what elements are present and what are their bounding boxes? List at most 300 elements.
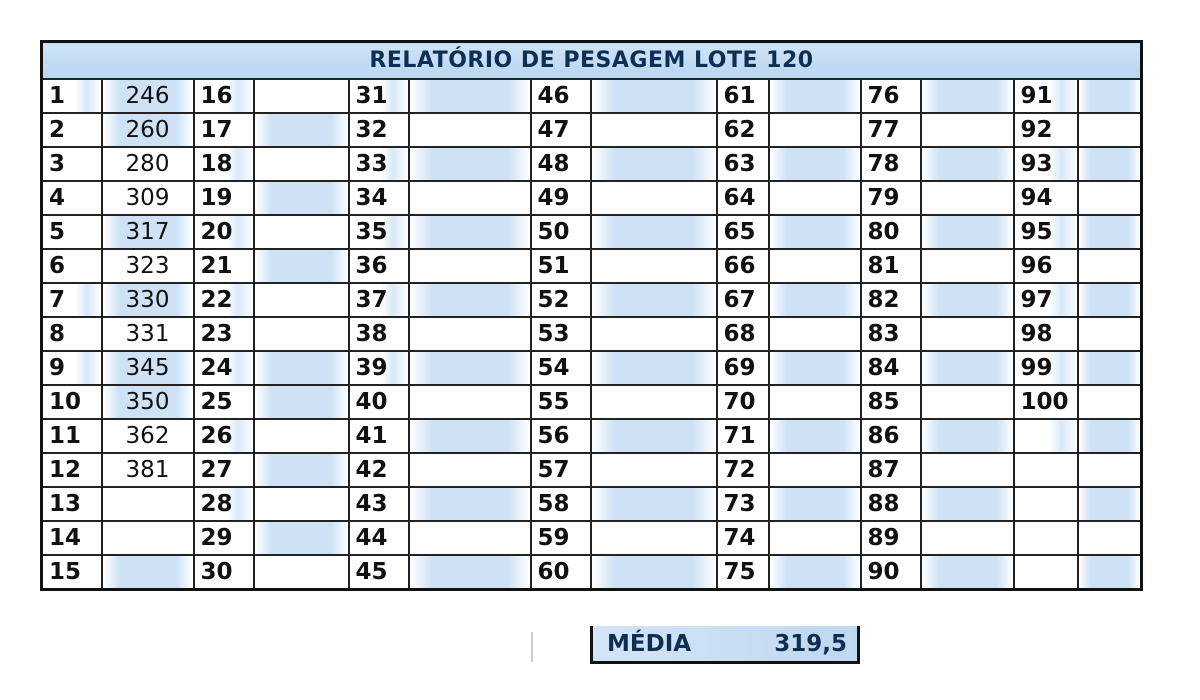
weight-cell: [921, 79, 1014, 113]
lot-number: 2: [49, 117, 66, 143]
weight-cell: [102, 419, 194, 453]
lot-number-cell: [531, 215, 591, 249]
lot-number: 56: [537, 423, 570, 449]
weight-cell: [1078, 215, 1142, 249]
weight-cell: [591, 487, 717, 521]
weight-cell: [102, 487, 194, 521]
lot-number-cell: [42, 215, 102, 249]
weight-cell: [254, 521, 349, 555]
weight-cell: [1078, 79, 1142, 113]
lot-number-cell: [861, 487, 921, 521]
weight-cell: [921, 351, 1014, 385]
weight-cell: [769, 317, 861, 351]
weight-cell: [409, 555, 531, 590]
lot-number-cell: [717, 385, 769, 419]
weight-value: 381: [125, 457, 170, 483]
table-row: [42, 453, 1142, 487]
lot-number: 51: [537, 253, 570, 279]
lot-number-cell: [349, 351, 409, 385]
weight-cell: [769, 419, 861, 453]
lot-number: 88: [867, 491, 900, 517]
weight-cell: [1078, 351, 1142, 385]
lot-number-cell: [861, 181, 921, 215]
lot-number-cell: [717, 555, 769, 590]
lot-number-cell: [1014, 385, 1078, 419]
weight-cell: [102, 283, 194, 317]
lot-number: 8: [49, 321, 66, 347]
lot-number-cell: [717, 487, 769, 521]
weight-value: 330: [125, 287, 170, 313]
weight-cell: [102, 453, 194, 487]
weight-cell: [921, 317, 1014, 351]
weight-cell: [769, 181, 861, 215]
lot-number-cell: [861, 79, 921, 113]
weight-cell: [254, 453, 349, 487]
weight-cell: [409, 453, 531, 487]
lot-number-cell: [531, 147, 591, 181]
lot-number: 18: [200, 151, 233, 177]
weight-cell: [254, 487, 349, 521]
lot-number-cell: [531, 521, 591, 555]
lot-number: 14: [49, 525, 82, 551]
lot-number-cell: [194, 555, 254, 590]
lot-number: 7: [49, 287, 66, 313]
lot-number: 31: [355, 83, 388, 109]
lot-number-cell: [717, 283, 769, 317]
lot-number: 15: [49, 559, 82, 585]
lot-number-cell: [1014, 113, 1078, 147]
lot-number-cell: [717, 249, 769, 283]
lot-number-cell: [349, 487, 409, 521]
lot-number-cell: [531, 113, 591, 147]
lot-number-cell: [349, 317, 409, 351]
weight-cell: [102, 147, 194, 181]
lot-number: 82: [867, 287, 900, 313]
lot-number: 63: [723, 151, 756, 177]
lot-number-cell: [349, 521, 409, 555]
lot-number: 34: [355, 185, 388, 211]
lot-number-cell: [1014, 419, 1078, 453]
weight-value: 280: [125, 151, 170, 177]
lot-number: 95: [1020, 219, 1053, 245]
lot-number-cell: [42, 181, 102, 215]
lot-number: 58: [537, 491, 570, 517]
lot-number-cell: [861, 453, 921, 487]
lot-number-cell: [531, 487, 591, 521]
lot-number: 44: [355, 525, 388, 551]
lot-number: 81: [867, 253, 900, 279]
lot-number-cell: [717, 419, 769, 453]
lot-number: 19: [200, 185, 233, 211]
weight-cell: [769, 249, 861, 283]
lot-number: 9: [49, 355, 66, 381]
lot-number: 89: [867, 525, 900, 551]
lot-number-cell: [194, 249, 254, 283]
weight-cell: [409, 79, 531, 113]
weight-cell: [591, 385, 717, 419]
lot-number: 64: [723, 185, 756, 211]
lot-number-cell: [194, 283, 254, 317]
lot-number: 11: [49, 423, 82, 449]
weight-value: 362: [125, 423, 170, 449]
weight-cell: [769, 283, 861, 317]
lot-number: 97: [1020, 287, 1053, 313]
lot-number-cell: [194, 521, 254, 555]
table-row: [42, 113, 1142, 147]
lot-number: 6: [49, 253, 66, 279]
weight-cell: [254, 351, 349, 385]
weight-cell: [921, 215, 1014, 249]
lot-number: 84: [867, 355, 900, 381]
weight-cell: [1078, 487, 1142, 521]
lot-number: 83: [867, 321, 900, 347]
lot-number: 72: [723, 457, 756, 483]
lot-number: 85: [867, 389, 900, 415]
lot-number: 26: [200, 423, 233, 449]
lot-number-cell: [531, 283, 591, 317]
lot-number: 30: [200, 559, 233, 585]
table-row: [42, 555, 1142, 590]
lot-number-cell: [42, 521, 102, 555]
lot-number: 45: [355, 559, 388, 585]
lot-number-cell: [531, 419, 591, 453]
lot-number-cell: [861, 215, 921, 249]
lot-number: 57: [537, 457, 570, 483]
lot-number-cell: [531, 249, 591, 283]
lot-number-cell: [42, 113, 102, 147]
weight-value: 260: [125, 117, 170, 143]
weight-cell: [769, 215, 861, 249]
lot-number: 59: [537, 525, 570, 551]
lot-number-cell: [1014, 521, 1078, 555]
lot-number: 70: [723, 389, 756, 415]
lot-number: 39: [355, 355, 388, 381]
lot-number-cell: [42, 555, 102, 590]
lot-number: 24: [200, 355, 233, 381]
weight-cell: [921, 147, 1014, 181]
lot-number-cell: [349, 453, 409, 487]
lot-number-cell: [531, 555, 591, 590]
lot-number: 41: [355, 423, 388, 449]
lot-number-cell: [194, 351, 254, 385]
weight-cell: [921, 487, 1014, 521]
lot-number: 23: [200, 321, 233, 347]
lot-number-cell: [349, 555, 409, 590]
lot-number-cell: [531, 385, 591, 419]
table-row: [42, 79, 1142, 113]
lot-number: 12: [49, 457, 82, 483]
lot-number-cell: [349, 215, 409, 249]
lot-number-cell: [349, 181, 409, 215]
lot-number-cell: [717, 453, 769, 487]
weighing-report-table: [40, 40, 1143, 591]
lot-number-cell: [349, 113, 409, 147]
lot-number: 35: [355, 219, 388, 245]
weight-cell: [254, 317, 349, 351]
lot-number: 99: [1020, 355, 1053, 381]
weight-cell: [591, 181, 717, 215]
lot-number-cell: [194, 79, 254, 113]
weight-cell: [254, 181, 349, 215]
weight-cell: [254, 147, 349, 181]
weight-cell: [921, 521, 1014, 555]
lot-number-cell: [42, 351, 102, 385]
lot-number-cell: [861, 147, 921, 181]
lot-number-cell: [1014, 79, 1078, 113]
weight-cell: [1078, 453, 1142, 487]
lot-number-cell: [194, 385, 254, 419]
lot-number: 76: [867, 83, 900, 109]
weight-cell: [591, 317, 717, 351]
lot-number: 100: [1020, 389, 1069, 415]
lot-number-cell: [861, 521, 921, 555]
lot-number: 5: [49, 219, 66, 245]
weight-cell: [1078, 555, 1142, 590]
lot-number: 92: [1020, 117, 1053, 143]
table-row: [42, 385, 1142, 419]
lot-number-cell: [861, 351, 921, 385]
lot-number-cell: [861, 113, 921, 147]
weight-cell: [591, 453, 717, 487]
table-row: [42, 147, 1142, 181]
weight-cell: [591, 521, 717, 555]
lot-number-cell: [42, 487, 102, 521]
lot-number-cell: [717, 113, 769, 147]
table-row: [42, 487, 1142, 521]
lot-number: 22: [200, 287, 233, 313]
weight-cell: [254, 215, 349, 249]
weight-cell: [921, 113, 1014, 147]
weight-cell: [102, 79, 194, 113]
lot-number: 67: [723, 287, 756, 313]
weight-cell: [409, 283, 531, 317]
lot-number: 43: [355, 491, 388, 517]
lot-number: 55: [537, 389, 570, 415]
lot-number-cell: [42, 385, 102, 419]
average-box: [590, 626, 860, 664]
weight-cell: [1078, 283, 1142, 317]
weight-cell: [591, 555, 717, 590]
lot-number-cell: [861, 419, 921, 453]
weight-cell: [591, 283, 717, 317]
weight-cell: [1078, 147, 1142, 181]
lot-number: 80: [867, 219, 900, 245]
weight-cell: [591, 249, 717, 283]
lot-number-cell: [194, 215, 254, 249]
lot-number-cell: [349, 385, 409, 419]
table-row: [42, 181, 1142, 215]
weight-value: 317: [125, 219, 170, 245]
weight-cell: [769, 385, 861, 419]
lot-number-cell: [717, 351, 769, 385]
weight-cell: [102, 555, 194, 590]
weight-value: 323: [125, 253, 170, 279]
lot-number: 98: [1020, 321, 1053, 347]
lot-number: 66: [723, 253, 756, 279]
table-row: [42, 215, 1142, 249]
weight-cell: [591, 147, 717, 181]
lot-number: 29: [200, 525, 233, 551]
table-row: [42, 317, 1142, 351]
lot-number: 36: [355, 253, 388, 279]
lot-number-cell: [717, 181, 769, 215]
lot-number: 13: [49, 491, 82, 517]
lot-number-cell: [861, 385, 921, 419]
weight-cell: [409, 521, 531, 555]
weight-cell: [409, 181, 531, 215]
weight-cell: [591, 79, 717, 113]
weight-cell: [769, 79, 861, 113]
lot-number: 46: [537, 83, 570, 109]
lot-number: 90: [867, 559, 900, 585]
lot-number: 4: [49, 185, 66, 211]
lot-number-cell: [717, 79, 769, 113]
lot-number-cell: [1014, 215, 1078, 249]
weight-cell: [102, 249, 194, 283]
weight-value: 345: [125, 355, 170, 381]
lot-number-cell: [717, 147, 769, 181]
weight-cell: [254, 385, 349, 419]
lot-number: 96: [1020, 253, 1053, 279]
weight-cell: [769, 113, 861, 147]
lot-number-cell: [42, 419, 102, 453]
weight-cell: [769, 555, 861, 590]
weight-cell: [1078, 249, 1142, 283]
weight-cell: [921, 249, 1014, 283]
lot-number-cell: [861, 317, 921, 351]
weight-cell: [591, 351, 717, 385]
average-label: MÉDIA: [607, 630, 692, 657]
lot-number: 87: [867, 457, 900, 483]
lot-number: 49: [537, 185, 570, 211]
lot-number: 94: [1020, 185, 1053, 211]
weight-cell: [591, 113, 717, 147]
weight-cell: [102, 113, 194, 147]
weight-cell: [254, 249, 349, 283]
weight-cell: [591, 419, 717, 453]
title-row: [42, 42, 1142, 80]
lot-number: 28: [200, 491, 233, 517]
lot-number-cell: [1014, 555, 1078, 590]
lot-number-cell: [42, 249, 102, 283]
lot-number: 86: [867, 423, 900, 449]
lot-number-cell: [531, 453, 591, 487]
lot-number: 16: [200, 83, 233, 109]
lot-number-cell: [42, 317, 102, 351]
lot-number: 75: [723, 559, 756, 585]
lot-number-cell: [1014, 283, 1078, 317]
lot-number-cell: [349, 249, 409, 283]
report-title: RELATÓRIO DE PESAGEM LOTE 120: [42, 42, 1142, 80]
lot-number: 42: [355, 457, 388, 483]
weight-cell: [1078, 385, 1142, 419]
lot-number: 52: [537, 287, 570, 313]
lot-number-cell: [349, 147, 409, 181]
weight-cell: [409, 113, 531, 147]
lot-number: 71: [723, 423, 756, 449]
lot-number: 33: [355, 151, 388, 177]
lot-number: 61: [723, 83, 756, 109]
average-value: 319,5: [774, 630, 847, 657]
lot-number: 74: [723, 525, 756, 551]
lot-number: 21: [200, 253, 233, 279]
weight-value: 246: [125, 83, 170, 109]
weight-value: 309: [125, 185, 170, 211]
weight-cell: [1078, 419, 1142, 453]
weight-cell: [254, 79, 349, 113]
lot-number-cell: [1014, 181, 1078, 215]
lot-number-cell: [717, 215, 769, 249]
lot-number: 78: [867, 151, 900, 177]
lot-number: 1: [49, 83, 66, 109]
lot-number-cell: [1014, 147, 1078, 181]
lot-number: 65: [723, 219, 756, 245]
lot-number-cell: [194, 147, 254, 181]
weight-cell: [769, 147, 861, 181]
lot-number-cell: [194, 317, 254, 351]
lot-number: 32: [355, 117, 388, 143]
weight-cell: [769, 487, 861, 521]
lot-number: 27: [200, 457, 233, 483]
lot-number-cell: [1014, 453, 1078, 487]
lot-number: 20: [200, 219, 233, 245]
lot-number: 60: [537, 559, 570, 585]
table-row: [42, 521, 1142, 555]
weight-value: 350: [125, 389, 170, 415]
lot-number: 79: [867, 185, 900, 211]
weight-cell: [254, 419, 349, 453]
weight-cell: [409, 487, 531, 521]
weight-cell: [591, 215, 717, 249]
weight-cell: [254, 113, 349, 147]
weight-cell: [409, 385, 531, 419]
lot-number-cell: [349, 419, 409, 453]
lot-number: 50: [537, 219, 570, 245]
lot-number: 37: [355, 287, 388, 313]
weight-cell: [254, 555, 349, 590]
weight-cell: [769, 521, 861, 555]
lot-number: 17: [200, 117, 233, 143]
weight-cell: [921, 181, 1014, 215]
lot-number-cell: [531, 351, 591, 385]
separator-line: [531, 632, 533, 662]
lot-number-cell: [42, 79, 102, 113]
lot-number-cell: [1014, 317, 1078, 351]
weight-cell: [921, 385, 1014, 419]
lot-number-cell: [42, 283, 102, 317]
weight-cell: [769, 351, 861, 385]
lot-number: 77: [867, 117, 900, 143]
weight-cell: [102, 385, 194, 419]
lot-number-cell: [1014, 351, 1078, 385]
weight-cell: [1078, 113, 1142, 147]
weight-cell: [409, 419, 531, 453]
weight-cell: [921, 283, 1014, 317]
lot-number: 10: [49, 389, 82, 415]
weight-cell: [409, 249, 531, 283]
lot-number-cell: [349, 79, 409, 113]
lot-number-cell: [42, 147, 102, 181]
lot-number-cell: [1014, 249, 1078, 283]
table-row: [42, 351, 1142, 385]
lot-number: 40: [355, 389, 388, 415]
lot-number-cell: [194, 453, 254, 487]
weight-cell: [921, 453, 1014, 487]
lot-number-cell: [717, 521, 769, 555]
lot-number: 47: [537, 117, 570, 143]
lot-number: 3: [49, 151, 66, 177]
weight-cell: [769, 453, 861, 487]
